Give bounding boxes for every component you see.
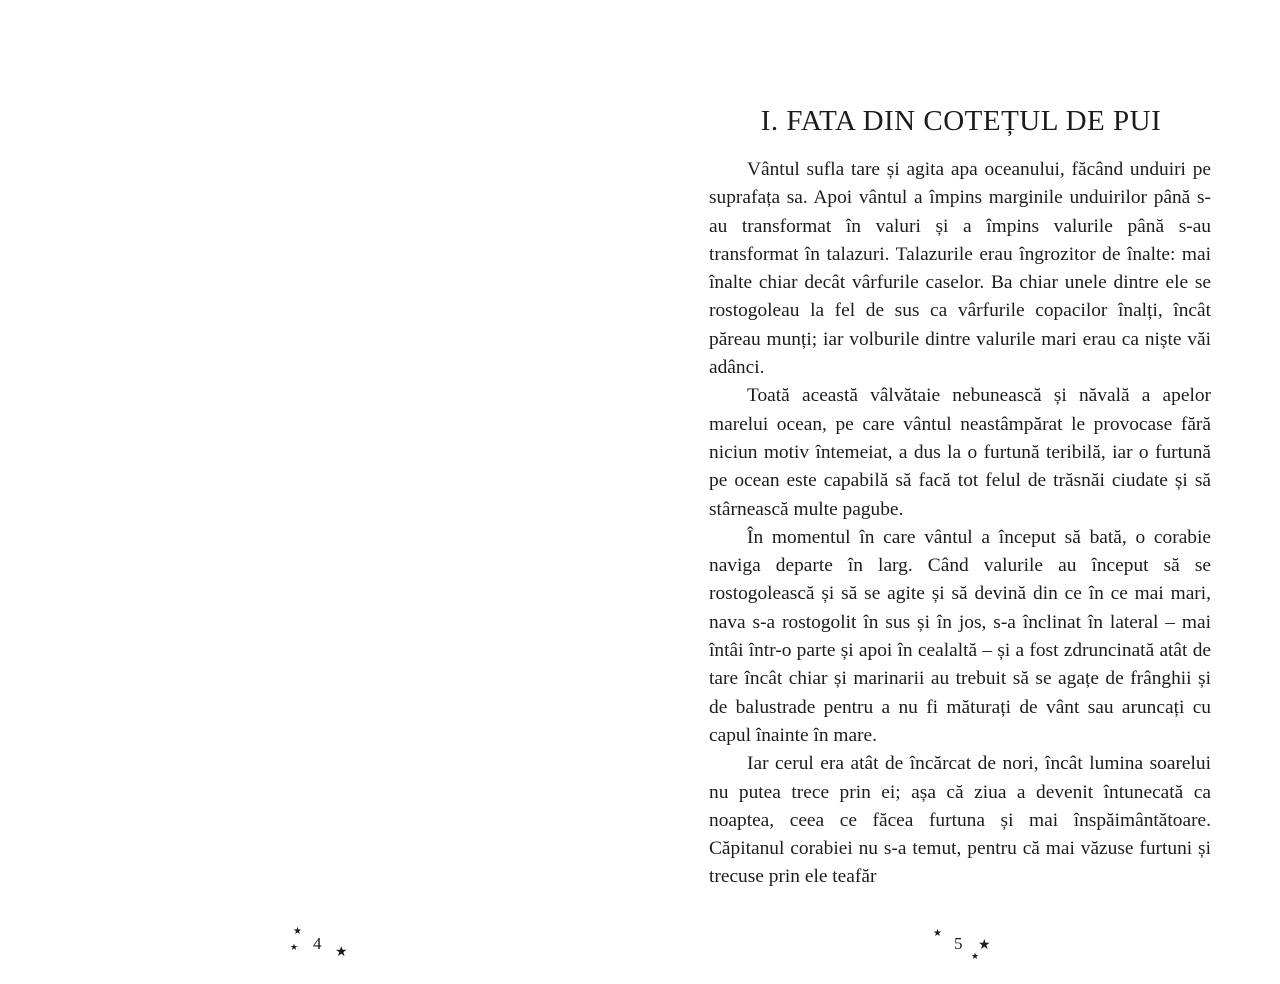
star-icon: ★ (933, 928, 942, 939)
chapter-body (709, 156, 1211, 892)
star-icon: ★ (978, 937, 991, 953)
paragraph: Vântul sufla tare și agita apa oceanului, făcând unduiri pe suprafața sa. Apoi vântul a împins marginile unduirilor până s-au transformat în valuri și a împins valurile până s-au transformat în talazuri. Talazurile erau îngrozitor de înalte: mai înalte chiar decât vârfurile caselor. Ba chiar unele dintre ele se rostogoleau la fel de sus ca vârfurile copacilor înalți, încât păreau munți; iar volburile dintre valurile mari erau ca niște văi adânci. (709, 159, 1211, 379)
paragraph: În momentul în care vântul a început să bată, o corabie naviga departe în larg. Când valurile au început să se rostogolească și să se agite și să devină din ce în ce mai mari, nava s-a rostogolit în sus și în jos, s-a înclinat în lateral – mai întâi într-o parte și apoi în cealaltă – și a fost zdruncinată atât de tare încât chiar și marinarii au trebuit să se agațe de frânghii și de balustrade pentru a nu fi măturați de vânt sau aruncați cu capul înainte în mare. (709, 526, 1211, 746)
page-number-right: 5 (954, 934, 963, 953)
chapter-title: I. FATA DIN COTEȚUL DE PUI (760, 105, 1162, 137)
right-page (640, 0, 1280, 984)
star-icon: ★ (290, 943, 299, 953)
star-icon: ★ (335, 944, 348, 960)
paragraph: Iar cerul era atât de încărcat de nori, încât lumina soarelui nu putea trece prin ei; așa că ziua a devenit întunecată ca noaptea, ceea ce făcea furtuna și mai înspăimântătoare. Căpitanul corabiei nu s-a temut, pentru că mai văzuse furtuni și trecuse prin ele teafăr (709, 753, 1211, 888)
page-number-left: 4 (313, 934, 322, 953)
paragraph: Toată această vâlvătaie nebunească și năvală a apelor marelui ocean, pe care vântul neastâmpărat le provocase fără niciun motiv întemeiat, a dus la o furtună teribilă, iar o furtună pe ocean este capabilă să facă tot felul de trăsnăi ciudate și să stârnească multe pagube. (709, 385, 1211, 520)
star-icon: ★ (971, 952, 980, 962)
star-icon: ★ (293, 926, 302, 937)
